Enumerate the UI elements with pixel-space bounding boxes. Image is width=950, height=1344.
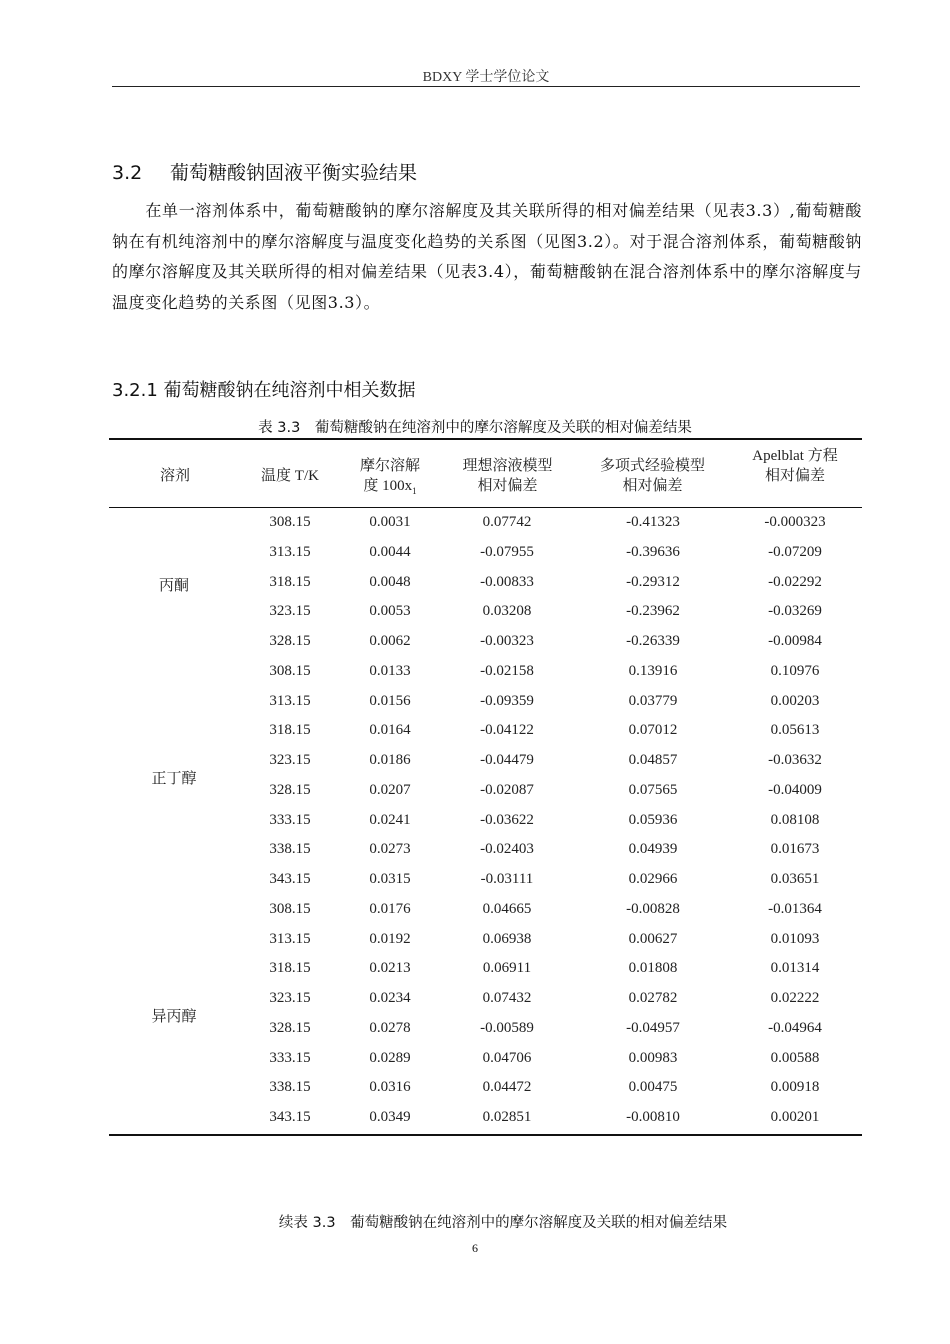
- table-cell: -0.04009: [768, 781, 822, 798]
- body-paragraph: [112, 196, 862, 318]
- table-cell: 313.15: [269, 692, 311, 709]
- table-cell: -0.03269: [768, 603, 822, 620]
- table-cell: 0.00201: [770, 1109, 820, 1125]
- table-cell: -0.07209: [768, 543, 822, 560]
- header-ideal-line2: 相对偏差: [477, 478, 538, 494]
- table-cell: 0.0207: [369, 781, 411, 798]
- table-cell: 0.04706: [482, 1049, 532, 1066]
- table-cell: 0.0315: [369, 871, 411, 887]
- table-cell: 323.15: [269, 990, 311, 1006]
- table-cell: 0.03779: [628, 692, 678, 709]
- table-cell: 0.03651: [770, 871, 820, 887]
- table-cell: -0.03111: [480, 871, 534, 887]
- table-cell: -0.00323: [480, 633, 534, 649]
- table-cell: -0.04479: [480, 752, 534, 768]
- table-cell: 0.0273: [369, 841, 411, 858]
- table-cell: 0.0062: [369, 633, 411, 649]
- table-cell: -0.00833: [480, 573, 534, 590]
- table-bottom-rule: [109, 1134, 862, 1136]
- table-cell: -0.04964: [768, 1019, 822, 1036]
- section-number: 3.2: [112, 162, 143, 184]
- table-cell: 308.15: [269, 662, 311, 679]
- solvent-label: 异丙醇: [151, 1006, 197, 1025]
- table-cell: 0.0176: [369, 900, 411, 917]
- table-cell: -0.000323: [764, 514, 826, 530]
- table-cell: 0.0031: [369, 514, 411, 530]
- table-cell: 0.01314: [770, 960, 820, 977]
- table-cell: 343.15: [269, 871, 311, 887]
- page-header: BDXY 学士学位论文: [422, 70, 550, 85]
- table-cell: 0.0278: [369, 1019, 411, 1036]
- table-cell: 318.15: [269, 722, 311, 739]
- table-cell: -0.02087: [480, 781, 534, 798]
- continued-caption: 续表 3.3 葡萄糖酸钠在纯溶剂中的摩尔溶解度及关联的相对偏差结果: [278, 1215, 728, 1231]
- table-cell: 0.04472: [482, 1079, 532, 1096]
- header-solubility-line2: [340, 476, 440, 501]
- table-cell: 0.0044: [369, 543, 411, 560]
- table-cell: 0.01673: [770, 841, 820, 858]
- table-cell: 0.05613: [770, 722, 820, 739]
- table-cell: -0.41323: [626, 514, 680, 530]
- table-cell: 0.0241: [369, 811, 411, 828]
- table-cell: 0.00203: [770, 692, 820, 709]
- table-cell: 0.04665: [482, 900, 532, 917]
- header-poly-line2: 相对偏差: [622, 478, 683, 494]
- table-cell: -0.00810: [626, 1109, 680, 1125]
- table-cell: 0.05936: [628, 811, 678, 828]
- table-cell: 0.0133: [369, 662, 411, 679]
- header-poly-line1: 多项式经验模型: [599, 458, 705, 474]
- table-cell: -0.03622: [480, 811, 534, 828]
- table-cell: 333.15: [269, 1049, 311, 1066]
- table-cell: 0.00918: [770, 1079, 820, 1096]
- table-header-rule: [109, 507, 862, 508]
- table-cell: 338.15: [269, 1079, 311, 1096]
- table-caption: 表 3.3 葡萄糖酸钠在纯溶剂中的摩尔溶解度及关联的相对偏差结果: [258, 420, 692, 436]
- table-cell: 0.04857: [628, 752, 678, 768]
- table-cell: -0.03632: [768, 752, 822, 768]
- table-cell: -0.02158: [480, 662, 534, 679]
- table-cell: -0.26339: [626, 633, 680, 649]
- table-cell: 0.0048: [369, 573, 411, 590]
- header-rule: [112, 86, 860, 87]
- table-cell: -0.39636: [626, 543, 680, 560]
- table-cell: 0.02966: [628, 871, 678, 887]
- table-cell: -0.01364: [768, 900, 822, 917]
- solvent-label: 正丁醇: [151, 768, 197, 787]
- table-cell: 0.00983: [628, 1049, 678, 1066]
- header-apelblat: [725, 446, 865, 486]
- table-cell: 0.06938: [482, 930, 532, 947]
- header-solubility-subscript: 1: [412, 486, 417, 496]
- table-cell: 318.15: [269, 573, 311, 590]
- table-cell: -0.00589: [480, 1019, 534, 1036]
- table-cell: 318.15: [269, 960, 311, 977]
- table-cell: 0.0156: [369, 692, 411, 709]
- table-cell: 0.0349: [369, 1109, 411, 1125]
- header-ideal-model: [440, 456, 575, 496]
- header-solubility-text: 度 100x: [363, 478, 413, 494]
- header-apel-line2: 相对偏差: [764, 468, 825, 484]
- page-number: 6: [472, 1241, 478, 1255]
- section-title-text: 葡萄糖酸钠固液平衡实验结果: [170, 162, 418, 184]
- table-cell: 313.15: [269, 930, 311, 947]
- header-solvent: 溶剂: [159, 468, 190, 484]
- table-cell: 0.04939: [628, 841, 678, 858]
- table-cell: 0.02782: [628, 990, 678, 1006]
- table-cell: -0.02403: [480, 841, 534, 858]
- table-cell: 0.01808: [628, 960, 678, 977]
- header-solubility: [340, 456, 440, 501]
- table-cell: 333.15: [269, 811, 311, 828]
- table-cell: 0.08108: [770, 811, 820, 828]
- table-cell: 0.02851: [482, 1109, 532, 1125]
- table-cell: 0.03208: [482, 603, 532, 620]
- table-top-rule: [109, 438, 862, 440]
- table-cell: 328.15: [269, 1019, 311, 1036]
- table-cell: 0.0234: [369, 990, 411, 1006]
- header-solubility-line1: 摩尔溶解: [359, 458, 420, 474]
- table-cell: 0.10976: [770, 662, 820, 679]
- table-cell: 338.15: [269, 841, 311, 858]
- subsection-title: 3.2.1 葡萄糖酸钠在纯溶剂中相关数据: [112, 380, 416, 401]
- table-cell: -0.00828: [626, 900, 680, 917]
- table-cell: -0.04957: [626, 1019, 680, 1036]
- table-cell: 313.15: [269, 543, 311, 560]
- solvent-label: 丙酮: [158, 575, 189, 594]
- paragraph-text: 在单一溶剂体系中，葡萄糖酸钠的摩尔溶解度及其关联所得的相对偏差结果（见表3.3）,葡萄糖酸钠在有机纯溶剂中的摩尔溶解度与温度变化趋势的关系图（见图3.2）。对于混合溶剂体系，葡萄糖酸钠的摩尔溶解度及其关联所得的相对偏差结果（见表3.4），葡萄糖酸钠在混合溶剂体系中的摩尔溶解度与温度变化趋势的关系图（见图3.3）。: [112, 201, 862, 312]
- table-cell: -0.04122: [480, 722, 534, 739]
- table-cell: 0.06911: [482, 960, 532, 977]
- table-cell: 323.15: [269, 752, 311, 768]
- table-cell: 308.15: [269, 514, 311, 530]
- table-cell: 0.0213: [369, 960, 411, 977]
- table-cell: 328.15: [269, 781, 311, 798]
- table-cell: 0.13916: [628, 662, 678, 679]
- table-cell: 0.07742: [482, 514, 532, 530]
- table-cell: 323.15: [269, 603, 311, 620]
- table-cell: 0.0316: [369, 1079, 411, 1096]
- table-cell: 0.07565: [628, 781, 678, 798]
- table-cell: 343.15: [269, 1109, 311, 1125]
- table-cell: 0.00627: [628, 930, 678, 947]
- table-cell: 0.07012: [628, 722, 678, 739]
- header-polynomial-model: [580, 456, 725, 496]
- table-cell: 0.00475: [628, 1079, 678, 1096]
- table-cell: 0.0053: [369, 603, 411, 620]
- table-cell: -0.29312: [626, 573, 680, 590]
- table-cell: 0.0186: [369, 752, 411, 768]
- table-cell: 308.15: [269, 900, 311, 917]
- table-cell: 0.07432: [482, 990, 532, 1006]
- table-cell: -0.00984: [768, 633, 822, 649]
- table-cell: 0.01093: [770, 930, 820, 947]
- table-cell: -0.09359: [480, 692, 534, 709]
- header-ideal-line1: 理想溶液模型: [462, 458, 553, 474]
- table-cell: -0.07955: [480, 543, 534, 560]
- section-title: [112, 158, 417, 185]
- table-cell: 0.00588: [770, 1049, 820, 1066]
- table-cell: -0.02292: [768, 573, 822, 590]
- table-cell: 0.0192: [369, 930, 411, 947]
- table-cell: 0.0164: [369, 722, 411, 739]
- table-cell: -0.23962: [626, 603, 680, 620]
- table-cell: 0.0289: [369, 1049, 411, 1066]
- table-cell: 328.15: [269, 633, 311, 649]
- header-apel-line1: Apelblat 方程: [752, 448, 838, 464]
- header-temperature: 温度 T/K: [261, 468, 319, 484]
- table-cell: 0.02222: [770, 990, 820, 1006]
